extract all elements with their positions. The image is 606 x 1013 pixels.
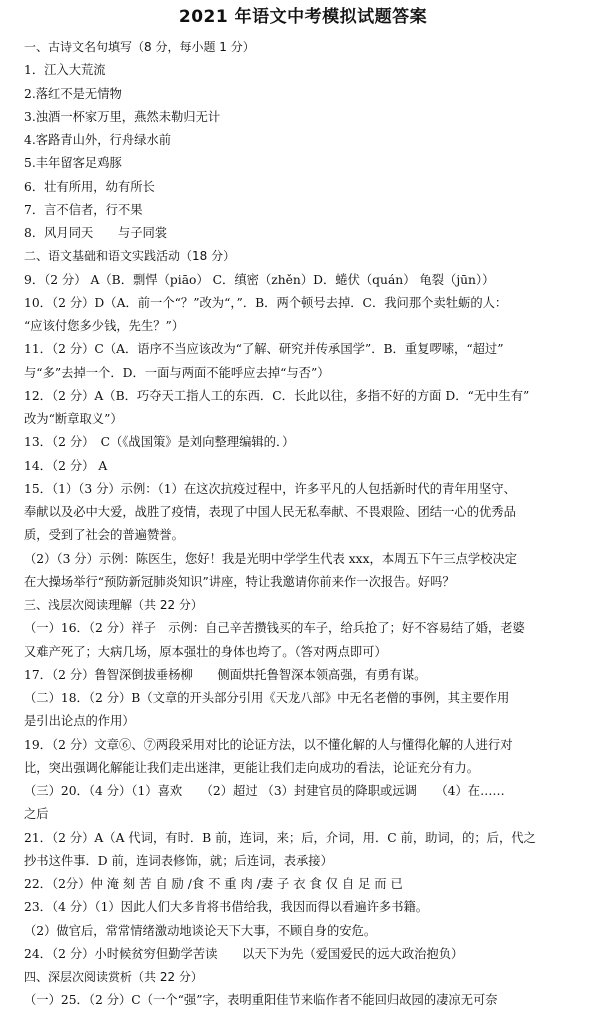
text-line: 19．（2 分）文章⑥、⑦两段采用对比的论证方法，以不懂化解的人与懂得化解的人进行对 <box>24 737 513 752</box>
text-line: 4.客路青山外，行舟绿水前 <box>24 133 171 147</box>
page-title: 2021 年语文中考模拟试题答案 <box>178 7 428 27</box>
text-line: 22．（2分）仲 淹 刻 苦 自 励 /食 不 重 肉 /妻 子 衣 食 仅 自 足 而 已 <box>24 877 403 891</box>
text-line: 在大操场举行“预防新冠肺炎知识”讲座，特让我邀请你前来作一次报告。好吗？ <box>24 574 455 589</box>
text-line: 1．江入大荒流 <box>24 63 106 78</box>
text-line: （一）25．（2 分）C（一个“强”字，表明重阳佳节来临作者不能回归故园的凄凉无可奈 <box>24 993 498 1008</box>
text-line: 9．（2 分） A（B．剽悍（piāo） C．缜密（zhěn）D．蜷伏（quán） 龟裂（jūn）） <box>24 272 495 287</box>
text-line: “应该付您多少钱，先生？”） <box>24 319 185 333</box>
text-line: 二、语文基础和语文实践活动（18 分） <box>24 249 236 264</box>
text-line: 质，受到了社会的普遍赞誉。 <box>24 528 184 543</box>
text-line: 改为“断章取义”） <box>24 412 123 426</box>
text-line: 17．（2 分）鲁智深倒拔垂杨柳 侧面烘托鲁智深本领高强，有勇有谋。 <box>24 667 427 682</box>
text-line: 8．风月同天 与子同裳 <box>24 226 168 240</box>
text-line: 11．（2 分）C（A．语序不当应该改为“了解、研究并传承国学”．B．重复啰嗦，“超过” <box>24 342 504 357</box>
text-line: 抄书这件事．D 前，连词表修饰，就；后连词，表承接） <box>24 853 333 868</box>
text-line: 一、古诗文名句填写（8 分，每小题 1 分） <box>24 40 255 54</box>
text-line: 10．（2 分）D（A．前一个“？”改为“，”．B．两个顿号去掉．C．我问那个卖牡蛎的人： <box>24 295 508 310</box>
text-line: 12．（2 分）A（B．巧夺天工指人工的东西．C．长此以往，多指不好的方面 D．“无中生有” <box>24 388 530 403</box>
text-line: 5.丰年留客足鸡豚 <box>24 156 122 171</box>
text-line: （二）18．（2 分）B（文章的开头部分引用《天龙八部》中无名老僧的事例，其主要作用 <box>24 691 510 705</box>
text-line: 与“多”去掉一个．D．一面与两面不能呼应去掉“与否”） <box>24 365 330 380</box>
text-line: 之后 <box>24 807 49 822</box>
text-line: 四、深层次阅读赏析（共 22 分） <box>24 970 203 984</box>
text-line: 14．（2 分） A <box>24 458 108 473</box>
text-line: 2.落红不是无情物 <box>24 86 122 101</box>
text-line: （一）16．（2 分）祥子 示例：自己辛苦攒钱买的车子，给兵抢了；好不容易结了婚，老婆 <box>24 621 525 636</box>
text-line: 奉献以及必中大爱，战胜了疫情，表现了中国人民无私奉献、不畏艰险、团结一心的优秀品 <box>24 505 516 519</box>
text-line: 又难产死了；大病几场，原本强壮的身体也垮了。（答对两点即可） <box>24 644 387 659</box>
answer-body <box>24 36 584 1013</box>
text-line: 三、浅层次阅读理解（共 22 分） <box>24 598 203 612</box>
text-line: 21．（2 分）A（A 代词，有时．B 前，连词，来；后，介词，用．C 前，助词，的；后，代之 <box>24 830 536 845</box>
text-line: 7．言不信者，行不果 <box>24 202 143 217</box>
text-line: 24．（2 分）小时候贫穷但勤学苦读 以天下为先（爱国爱民的远大政治抱负） <box>24 946 464 961</box>
text-line: 6．壮有所用，幼有所长 <box>24 179 155 194</box>
text-line: 3.浊酒一杯家万里，燕然未勒归无计 <box>24 109 221 124</box>
text-line: 是引出论点的作用） <box>24 714 135 729</box>
text-line: （2）（3 分）示例：陈医生，您好！我是光明中学学生代表 xxx，本周五下午三点学校决定 <box>24 551 518 566</box>
text-line: 13．（2 分） C（《战国策》是刘向整理编辑的．） <box>24 435 295 450</box>
text-line: （2）做官后，常常情绪激动地谈论天下大事，不顾自身的安危。 <box>24 923 377 938</box>
text-line: 15．（1）（3 分）示例：（1）在这次抗疫过程中，许多平凡的人包括新时代的青年用坚守、 <box>24 481 516 496</box>
text-line: 比，突出强调化解能让我们走出迷津，更能让我们走向成功的看法，论证充分有力。 <box>24 760 479 775</box>
text-line: （三）20．（4 分）（1）喜欢 （2）超过 （3）封建官员的降职或远调 （4）在…… <box>24 784 505 798</box>
text-line: 23．（4 分）（1）因此人们大多肯将书借给我，我因而得以看遍许多书籍。 <box>24 900 429 915</box>
